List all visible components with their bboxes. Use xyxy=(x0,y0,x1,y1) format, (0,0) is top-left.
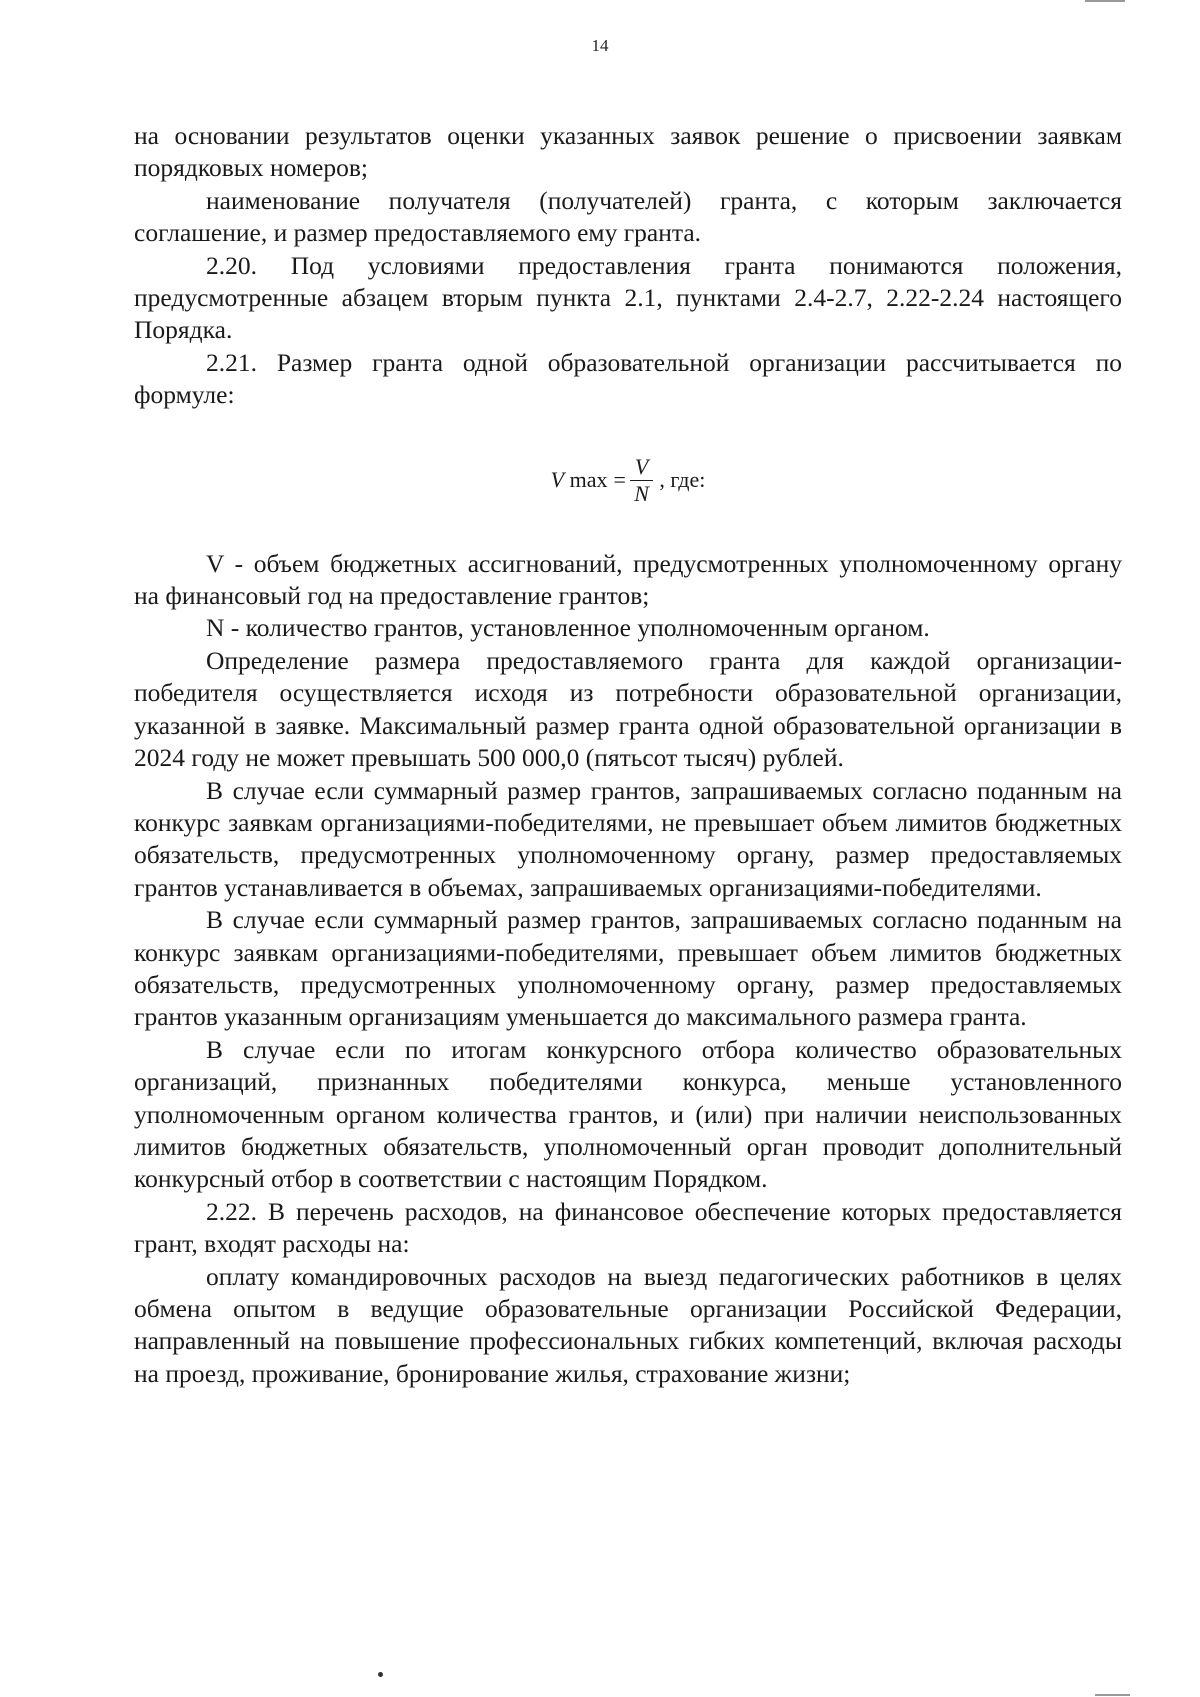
formula-tail: , где: xyxy=(659,467,706,493)
definition-n: N - количество грантов, установленное уполномоченным органом. xyxy=(206,613,930,643)
grant-formula xyxy=(134,422,1122,540)
paragraph-2-21: 2.21. Размер гранта одной образовательной организации рассчитывается по формуле: xyxy=(134,347,1122,410)
definition-v: V - объем бюджетных ассигнований, предусмотренных уполномоченному органу на финансовый год на предоставление грантов; xyxy=(134,548,1122,611)
scan-edge-mark-bottom xyxy=(1095,1694,1130,1696)
paragraph-2: наименование получателя (получателей) гранта, с которым заключается соглашение, и размер предоставляемого ему гранта. xyxy=(134,185,1122,248)
paragraph-travel-expenses: оплату командировочных расходов на выезд педагогических работников в целях обмена опытом в ведущие образовательные организации Российской Федерации, направленный на повышение профессиональных гибких компетенций, включая расходы на проезд, проживание, бронирование жилья, страхование жизни; xyxy=(134,1261,1122,1388)
paragraph-2-22: 2.22. В перечень расходов, на финансовое обеспечение которых предоставляется грант, входят расходы на: xyxy=(134,1196,1122,1259)
formula-lhs xyxy=(551,464,608,496)
paragraph-not-exceeds: В случае если суммарный размер грантов, запрашиваемых согласно поданным на конкурс заявкам организациями-победителями, не превышает объем лимитов бюджетных обязательств, предусмотренных уполномоченному органу, размер предоставляемых грантов устанавливается в объемах, запрашиваемых организациями-победителями. xyxy=(134,775,1122,902)
page-number: 14 xyxy=(591,36,609,55)
paragraph-1: на основании результатов оценки указанных заявок решение о присвоении заявкам порядковых номеров; xyxy=(134,121,1122,183)
scan-edge-mark-top xyxy=(1085,0,1125,2)
formula-lhs-sub: max xyxy=(569,467,608,493)
scan-speck xyxy=(378,1672,383,1677)
paragraph-additional-selection: В случае если по итогам конкурсного отбора количество образовательных организаций, признанных победителями конкурса, меньше установленного уполномоченным органом количества грантов, и (или) при наличии неиспользованных лимитов бюджетных обязательств, уполномоченный орган проводит дополнительный конкурсный отбор в соответствии с настоящим Порядком. xyxy=(134,1034,1122,1194)
formula-denominator: N xyxy=(634,481,649,507)
document-body xyxy=(134,120,1122,1390)
formula-numerator: V xyxy=(630,454,653,481)
formula-lhs-var: V xyxy=(550,467,565,493)
paragraph-exceeds: В случае если суммарный размер грантов, запрашиваемых согласно поданным на конкурс заявкам организациями-победителями, превышает объем лимитов бюджетных обязательств, предусмотренных уполномоченному органу, размер предоставляемых грантов указанным организациям уменьшается до максимального размера гранта. xyxy=(134,905,1122,1032)
paragraph-max-grant: Определение размера предоставляемого гранта для каждой организации-победителя осуществляется исходя из потребности образовательной организации, указанной в заявке. Максимальный размер гранта одной образовательной организации в 2024 году не может превышать 500 000,0 (пятьсот тысяч) рублей. xyxy=(134,645,1122,773)
formula-equals: = xyxy=(613,467,626,493)
paragraph-2-20: 2.20. Под условиями предоставления гранта понимаются положения, предусмотренные абзацем вторым пункта 2.1, пунктами 2.4-2.7, 2.22-2.24 настоящего Порядка. xyxy=(134,250,1122,345)
formula-fraction xyxy=(630,454,653,507)
